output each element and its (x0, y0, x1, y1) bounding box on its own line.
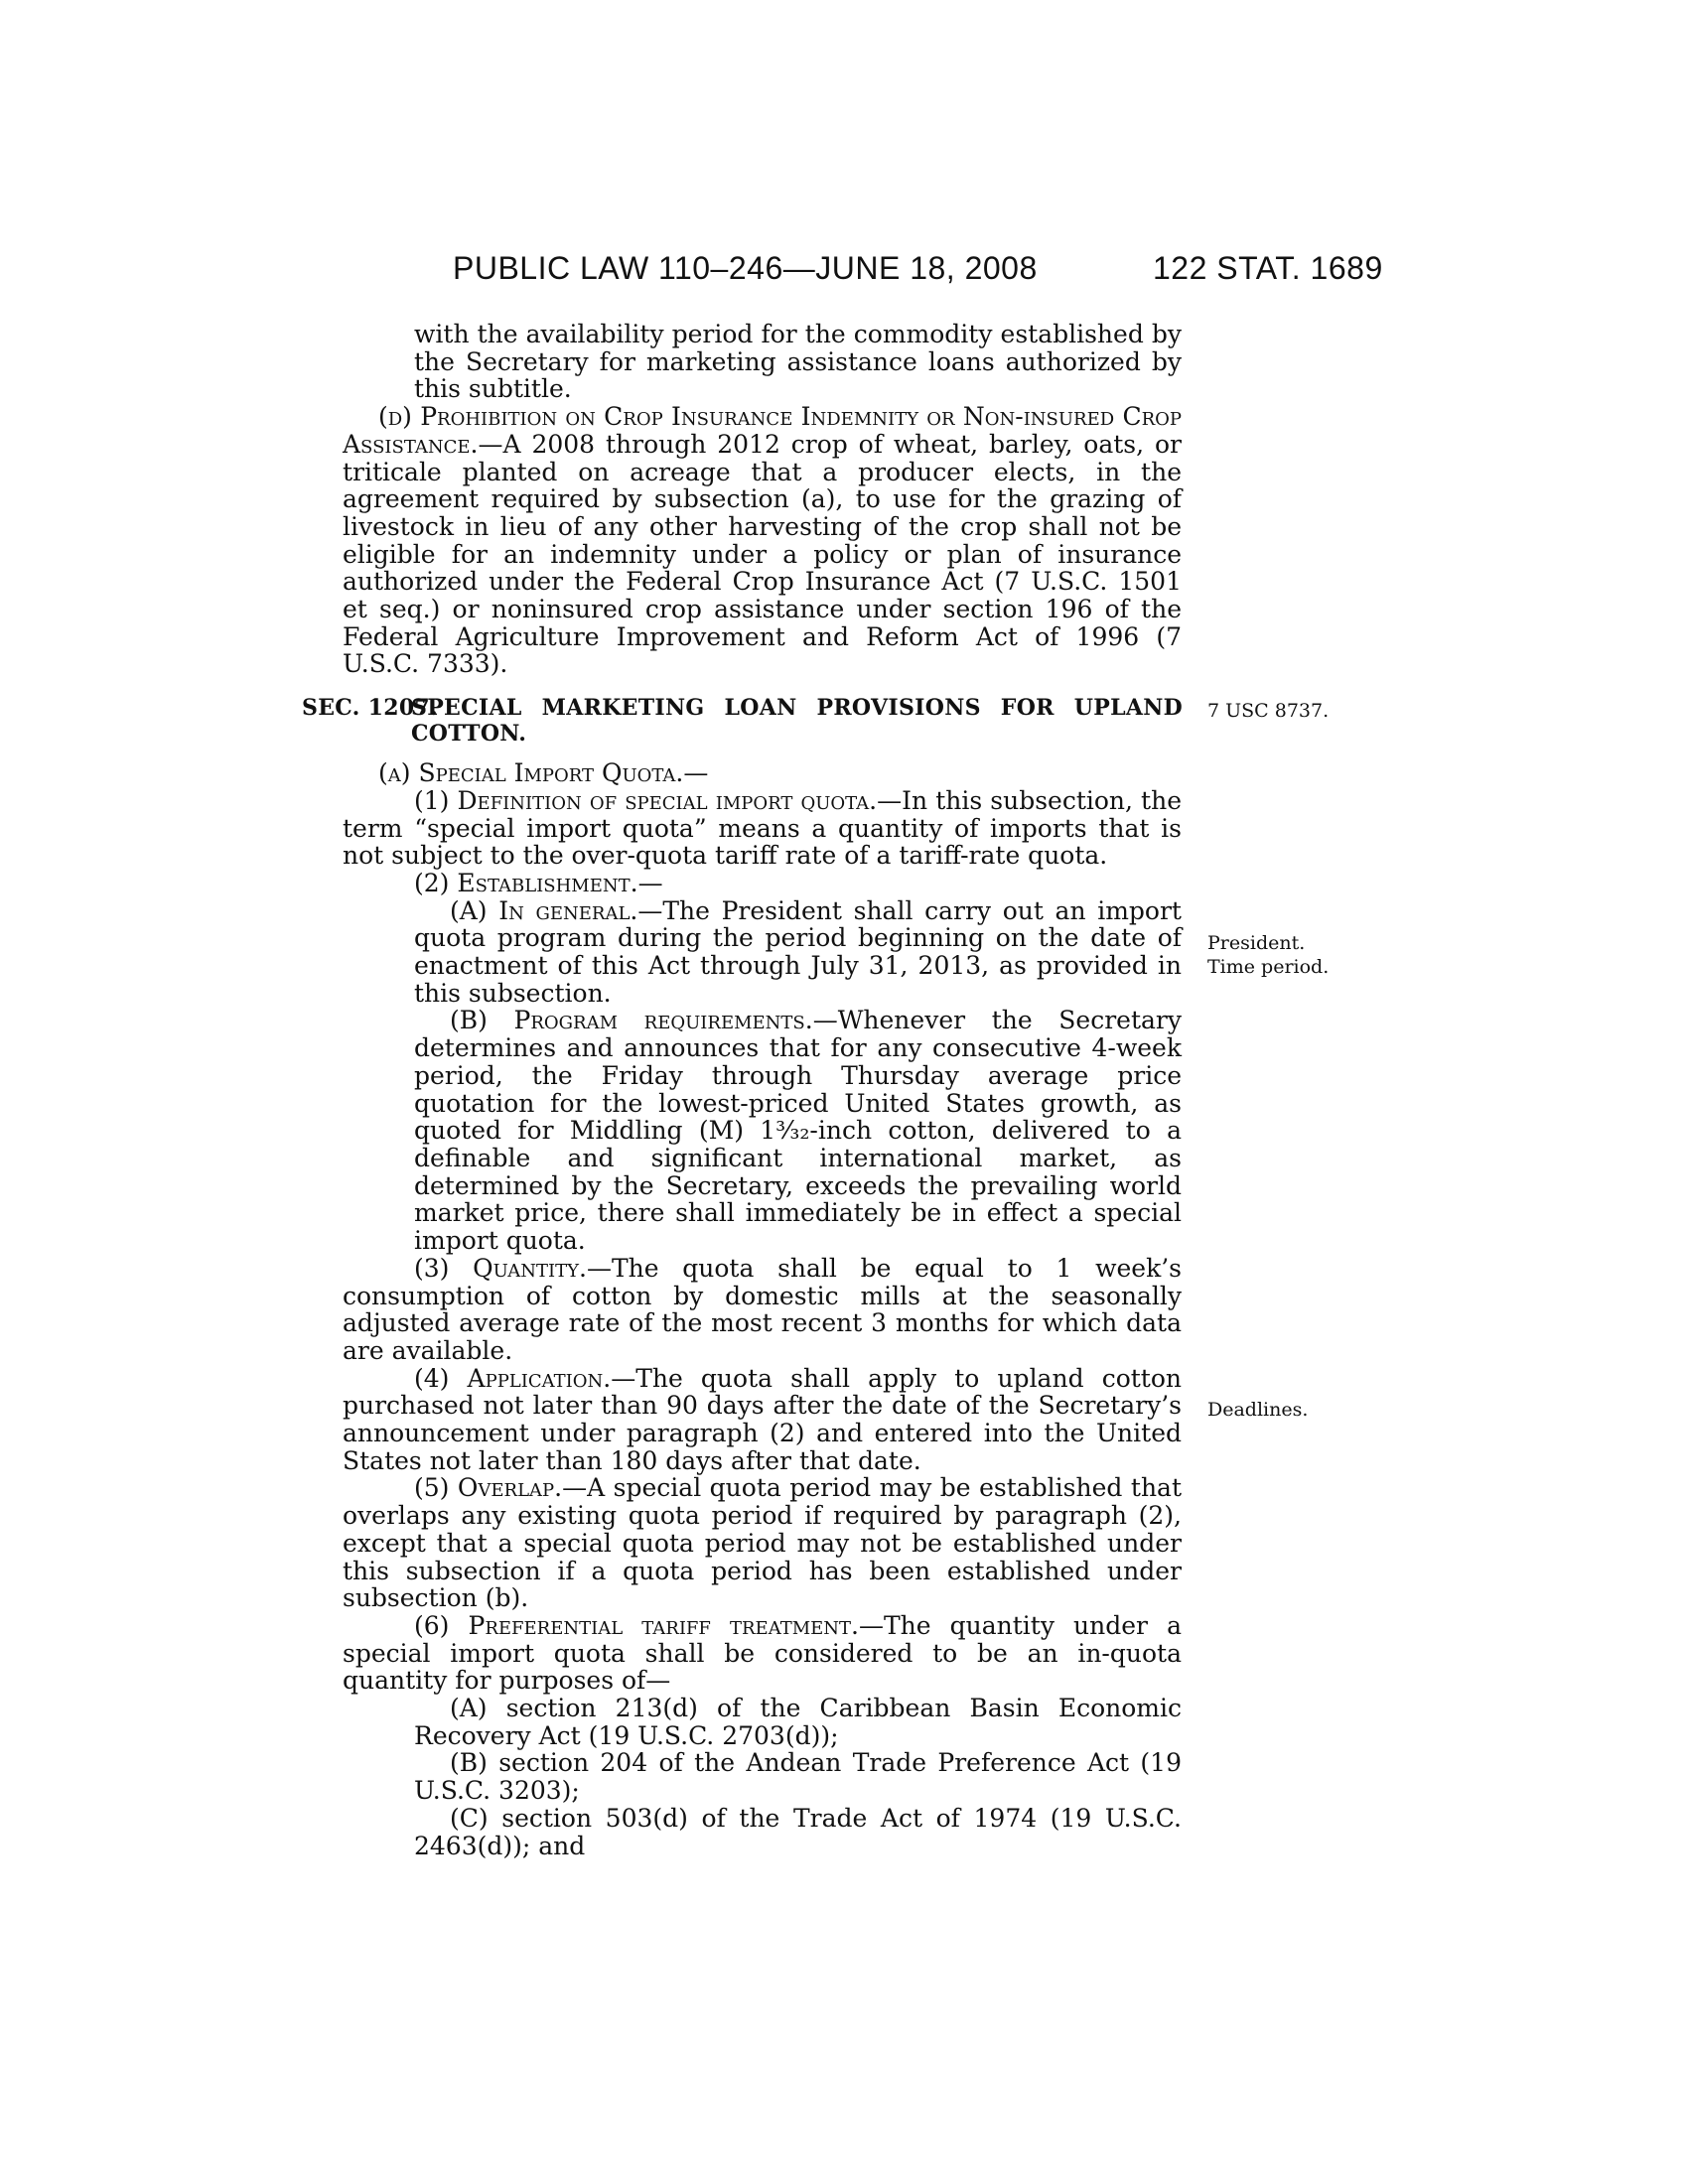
paragraph-a6-heading: (6) Preferential tariff treatment. (414, 1610, 859, 1640)
paragraph-a3 (343, 1255, 1182, 1365)
section-heading (302, 695, 1183, 747)
subsection-d-heading: (d) Prohibition on Crop Insurance Indemnity or Non-insured Crop Assistance. (343, 402, 1182, 459)
running-header-page-number: 122 STAT. 1689 (1153, 250, 1383, 286)
paragraph-a6 (343, 1612, 1182, 1695)
subparagraph-a6B: (B) section 204 of the Andean Trade Preference Act (19 U.S.C. 3203); (414, 1748, 1182, 1806)
paragraph-a2-dash: — (637, 868, 663, 897)
subparagraph-a2B-heading: (B) Program requirements. (450, 1006, 813, 1035)
running-header-title: PUBLIC LAW 110–246—JUNE 18, 2008 (453, 250, 1038, 286)
subsection-d (343, 403, 1182, 678)
subparagraph-a6C: (C) section 503(d) of the Trade Act of 1974 (19 U.S.C. 2463(d)); and (414, 1803, 1182, 1860)
subparagraph-a2A (343, 897, 1182, 1008)
paragraph-a3-text: —The quota shall be equal to 1 week’s consumption of cotton by domestic mills at the seasonally adjusted average rate of the most recent 3 months for which data are available. (343, 1253, 1183, 1365)
paragraph-a4-heading: (4) Application. (414, 1363, 612, 1393)
subparagraph-a2A-text: —The President shall carry out an import quota program during the period beginning on the date of enactment of this Act through July 31, 2013, as provided in this subsection. (414, 895, 1182, 1008)
subsection-a (343, 759, 1182, 787)
subsection-a-dash: — (683, 758, 709, 788)
subparagraph-a2B-text: —Whenever the Secretary determines and announces that for any consecutive 4-week period, the Friday through Thursday average price quotation for the lowest-priced United States growth, as quoted for Middling (M) 1³⁄₃₂-inch cotton, delivered to a definable and significant international market, as determined by the Secretary, exceeds the prevailing world market price, there shall immediately be in effect a special import quota. (414, 1006, 1182, 1256)
margin-note-usc: 7 USC 8737. (1207, 700, 1330, 722)
paragraph-a5-heading: (5) Overlap. (414, 1473, 563, 1503)
subsection-a-heading: (a) Special Import Quota. (378, 758, 684, 788)
subparagraph-a2B (343, 1007, 1182, 1254)
margin-note-president: President. (1207, 932, 1306, 954)
section-title: SPECIAL MARKETING LOAN PROVISIONS FOR UPLAND COTTON. (411, 695, 1183, 748)
paragraph-a5-text: —A special quota period may be established that overlaps any existing quota period if required by paragraph (2), except that a special quota period may not be established under this subsection if a quota period has been established under subsection (b). (343, 1473, 1182, 1613)
paragraph-a2-heading: (2) Establishment. (414, 868, 638, 897)
paragraph-a5 (343, 1474, 1182, 1612)
margin-note-deadlines: Deadlines. (1207, 1399, 1309, 1421)
paragraph-a2 (343, 870, 1182, 897)
statute-body (302, 320, 1183, 1860)
paragraph-a6-text: —The quantity under a special import quota shall be considered to be an in-quota quantity for purposes of— (343, 1610, 1182, 1696)
subparagraph-a6A: (A) section 213(d) of the Caribbean Basin Economic Recovery Act (19 U.S.C. 2703(d)); (414, 1694, 1182, 1750)
paragraph-a1 (343, 787, 1182, 870)
paragraph-a4 (343, 1365, 1182, 1475)
subparagraph-a2A-heading: (A) In general. (450, 895, 638, 925)
paragraph-a3-heading: (3) Quantity. (414, 1253, 587, 1283)
paragraph-a1-text: —In this subsection, the term “special import quota” means a quantity of imports that is not subject to the over-quota tariff rate of a tariff-rate quota. (343, 785, 1182, 871)
section-number: SEC. 1207. (302, 695, 438, 722)
paragraph-a1-heading: (1) Definition of special import quota. (414, 785, 878, 815)
margin-note-time-period: Time period. (1207, 956, 1330, 978)
paragraph-a4-text: —The quota shall apply to upland cotton purchased not later than 90 days after the date of the Secretary’s announcement under paragraph (2) and entered into the United States not later than 180 days after that date. (343, 1363, 1182, 1475)
subsection-d-text: —A 2008 through 2012 crop of wheat, barley, oats, or triticale planted on acreage that a producer elects, in the agreement required by subsection (a), to use for the grazing of livestock in lieu of any other harvesting of the crop shall not be eligible for an indemnity under a policy or plan of insurance authorized under the Federal Crop Insurance Act (7 U.S.C. 1501 et seq.) or noninsured crop assistance under section 196 of the Federal Agriculture Improvement and Reform Act of 1996 (7 U.S.C. 7333). (343, 429, 1182, 679)
paragraph-continuation: with the availability period for the commodity established by the Secretary for marketing assistance loans authorized by this subtitle. (414, 320, 1182, 404)
